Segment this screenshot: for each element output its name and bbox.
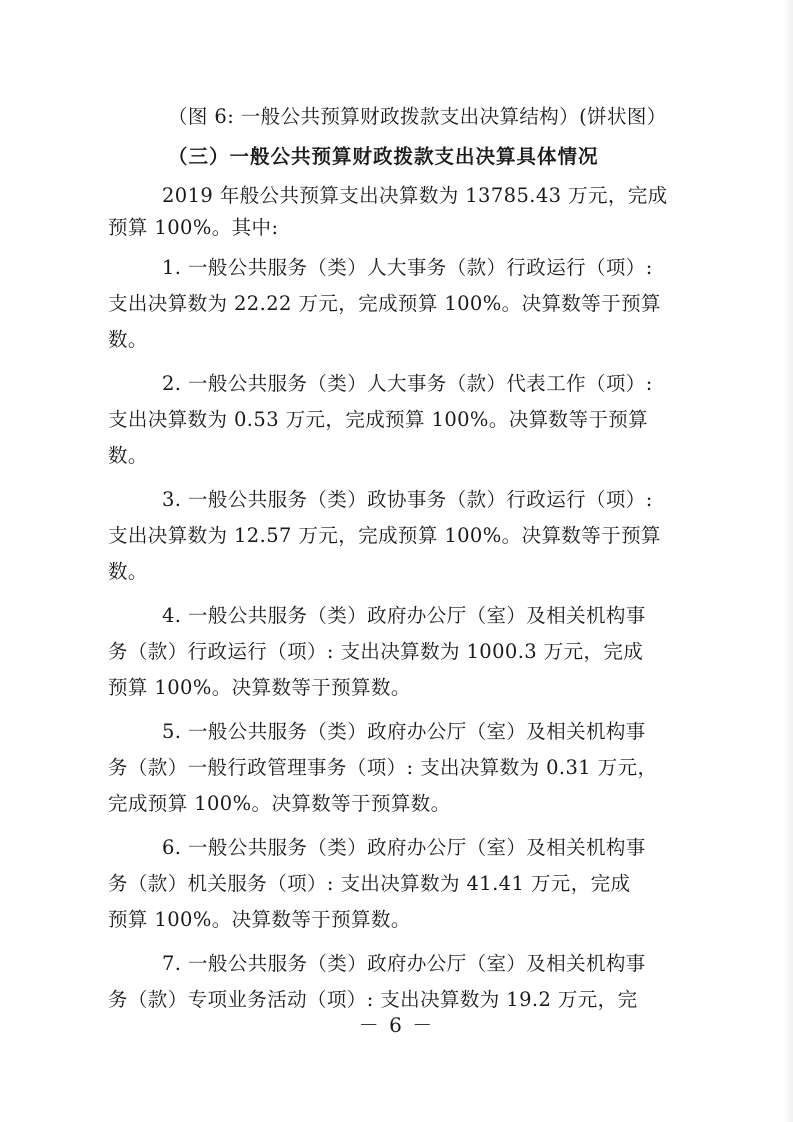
item-3-line-3: 数。 — [108, 560, 148, 583]
page-number: － 6 － — [358, 1013, 435, 1037]
item-1-line-3: 数。 — [108, 328, 148, 351]
item-3-line-1: 3. 一般公共服务（类）政协事务（款）行政运行（项）: — [162, 488, 653, 511]
item-7-line-1: 7. 一般公共服务（类）政府办公厅（室）及相关机构事 — [162, 952, 646, 975]
intro-line-1: 2019 年般公共预算支出决算数为 13785.43 万元，完成 — [162, 184, 668, 207]
item-2-line-2: 支出决算数为 0.53 万元，完成预算 100%。决算数等于预算 — [108, 408, 649, 431]
item-7-line-2: 务（款）专项业务活动（项）: 支出决算数为 19.2 万元，完 — [108, 988, 638, 1011]
item-4-line-1: 4. 一般公共服务（类）政府办公厅（室）及相关机构事 — [162, 604, 646, 627]
item-6-line-2: 务（款）机关服务（项）: 支出决算数为 41.41 万元，完成 — [108, 872, 631, 895]
item-5-line-3: 完成预算 100%。决算数等于预算数。 — [108, 792, 451, 815]
item-5-line-1: 5. 一般公共服务（类）政府办公厅（室）及相关机构事 — [162, 720, 646, 743]
item-4-line-2: 务（款）行政运行（项）: 支出决算数为 1000.3 万元，完成 — [108, 640, 644, 663]
item-2-line-1: 2. 一般公共服务（类）人大事务（款）代表工作（项）: — [162, 372, 653, 395]
scan-edge-shadow — [783, 0, 793, 1122]
item-1-line-1: 1. 一般公共服务（类）人大事务（款）行政运行（项）: — [162, 256, 653, 279]
item-6-line-3: 预算 100%。决算数等于预算数。 — [108, 908, 411, 931]
intro-line-2: 预算 100%。其中: — [108, 216, 279, 239]
item-5-line-2: 务（款）一般行政管理事务（项）: 支出决算数为 0.31 万元， — [108, 756, 658, 779]
item-3-line-2: 支出决算数为 12.57 万元，完成预算 100%。决算数等于预算 — [108, 524, 661, 547]
item-2-line-3: 数。 — [108, 444, 148, 467]
item-1-line-2: 支出决算数为 22.22 万元，完成预算 100%。决算数等于预算 — [108, 292, 661, 315]
item-6-line-1: 6. 一般公共服务（类）政府办公厅（室）及相关机构事 — [162, 836, 646, 859]
section-heading: （三）一般公共预算财政拨款支出决算具体情况 — [168, 145, 599, 168]
figure-caption: （图 6: 一般公共预算财政拨款支出决算结构）(饼状图） — [168, 105, 667, 128]
item-4-line-3: 预算 100%。决算数等于预算数。 — [108, 676, 411, 699]
